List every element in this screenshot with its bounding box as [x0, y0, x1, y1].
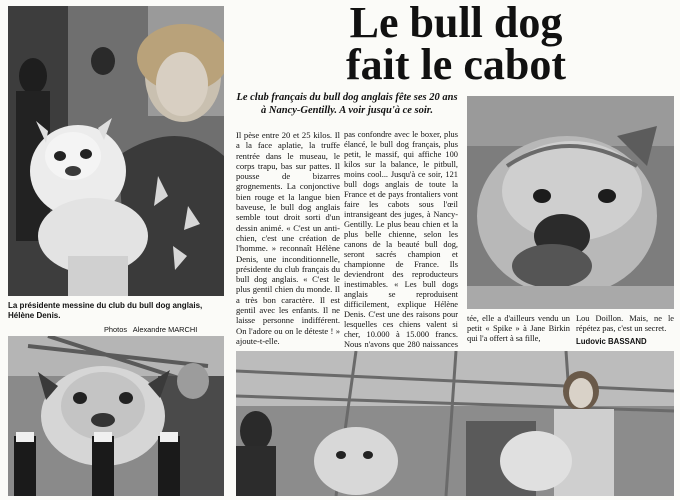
column-1-paragraph-1: Il pèse entre 20 et 25 kilos. Il a la face aplatie, la truffe rentrée dans le museau, le corps trapu, bas sur pattes. Il pousse de bizarres grognements. La conjonctive bien rouge et la langue bien baveuse, le bull dog anglais semble tout droit sorti d'un dessin animé. « C'est un anti-chien, c'est une création de l'homme. » reconnaît Hélène Denis, une inconditionnelle, présidente du club français du bull dog anglais. « C'est le plus gentil chien du monde. Il a très bon caractère. Il est gentil avec les enfants. Il ne laisse personne indifférent. On l'adore ou on le déteste ! » ajoute-t-elle.: [236, 130, 340, 346]
photo-caption: La présidente messine du club du bull dog anglais, Hélène Denis.: [8, 301, 203, 320]
column-2-paragraph-1: pas confondre avec le boxer, plus élancé, le bull dog français, plus petit, le massif, qui affiche 100 kilos sur la balance, le pitbull, moins cool... Jusqu'à ce soir, 121 bull dogs anglais de toute la France et de pays frontaliers vont faire les cabots sous l'œil intransigeant des juges, à Nancy-Gentilly. Le plus beau chien et la plus belle chienne, selon les canons de la beauté bull dog, seront sacrés champion et championne de France. Ils deviendront des reproducteurs inestimables. « Les bull dogs anglais se reproduisent difficilement, explique Hélène Denis. C'est une des raisons pour lesquelles ces chiens valent si cher, 10.000 à 15.000 francs. Nous n'avons que 280 naissances: [344, 130, 458, 349]
headline: [236, 0, 676, 89]
photo-president-with-bulldog: [8, 6, 224, 296]
article-lead: Le club français du bull dog anglais fête ses 20 ans à Nancy-Gentilly. A voir jusqu'à ce soir.: [236, 92, 458, 116]
photo-bulldog-with-bottles: [8, 336, 224, 496]
article-column-3: tée, elle a d'ailleurs vendu un petit « Spike » à Jane Birkin qui l'a offert à sa fille,: [467, 314, 570, 343]
photo-credit: Photos Alexandre MARCHI: [104, 325, 198, 334]
article-column-4: Lou Doillon. Mais, ne le répétez pas, c'est un secret.: [576, 314, 674, 333]
photo-dog-show-scene: [236, 351, 674, 496]
headline-line-2: fait le cabot: [346, 40, 566, 89]
article-author: Ludovic BASSAND: [576, 337, 647, 346]
headline-line-1: Le bull dog: [349, 0, 563, 47]
photo-bulldog-closeup: [467, 96, 674, 309]
